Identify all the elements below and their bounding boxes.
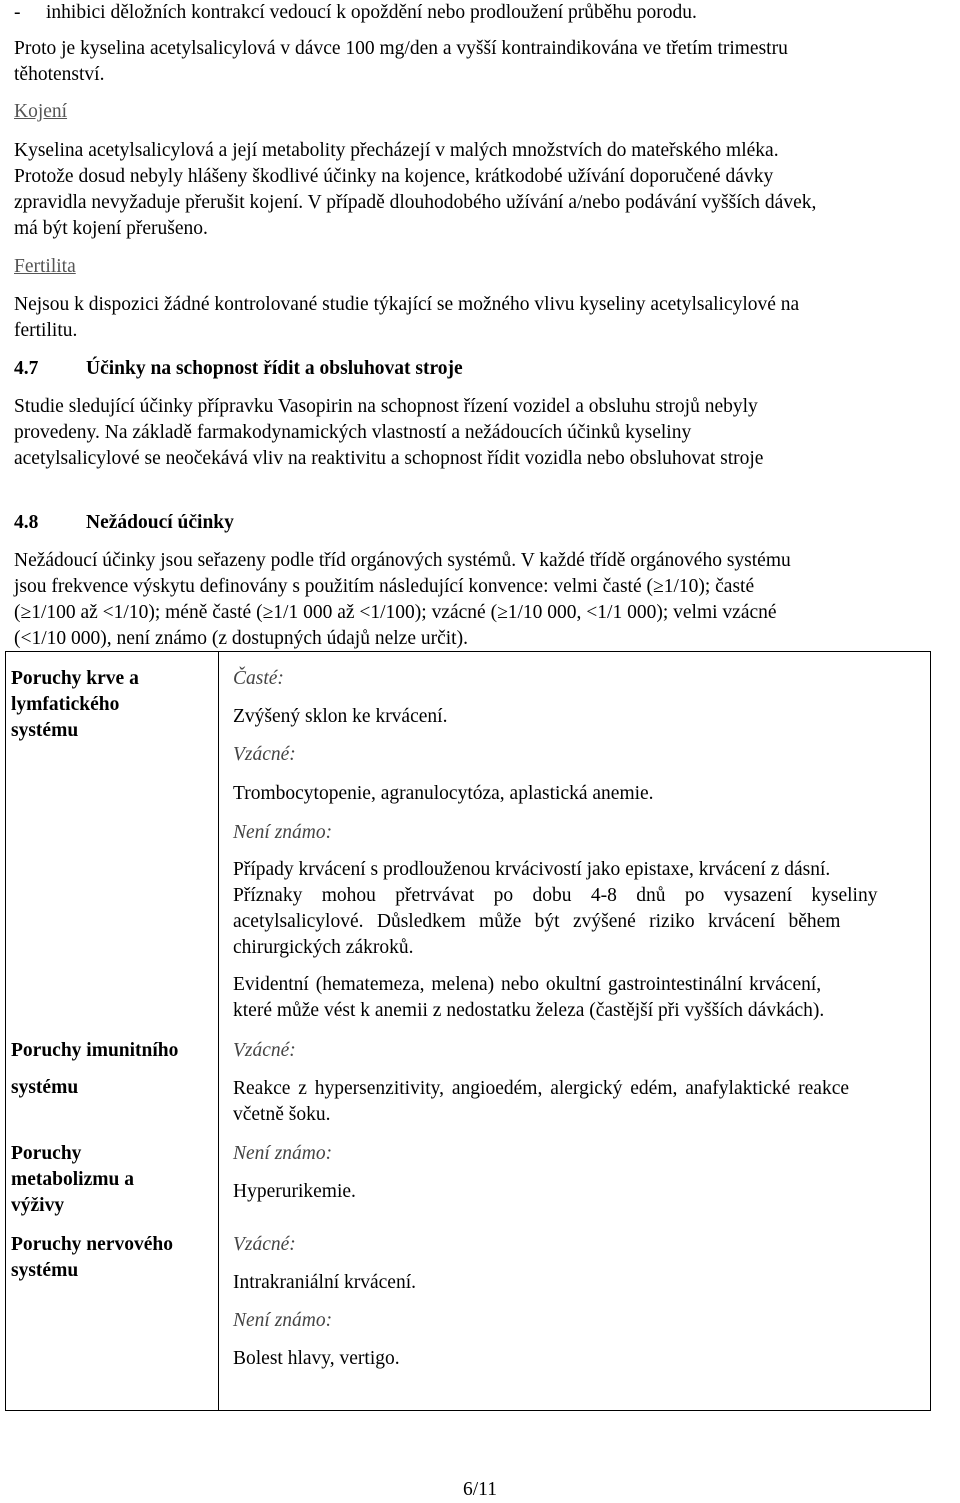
effect-text: Trombocytopenie, agranulocytóza, aplastická anemie.: [233, 783, 654, 804]
effect-text-block: [233, 1076, 943, 1128]
organ-label-line: metabolizmu a: [11, 1169, 134, 1190]
effect-text: Bolest hlavy, vertigo.: [233, 1348, 400, 1369]
kojeni-line1: Kyselina acetylsalicylová a její metabolity přecházejí v malých množstvích do mateřského mléka.: [14, 140, 779, 161]
effect-text-line: Evidentní (hematemeza, melena) nebo okultní gastrointestinální krvácení,: [233, 974, 822, 995]
section-4-7-line1: Studie sledující účinky přípravku Vasopirin na schopnost řízení vozidel a obsluhu strojů nebyly: [14, 396, 758, 417]
organ-label-line: lymfatického: [11, 694, 120, 715]
section-4-8-line1: Nežádoucí účinky jsou seřazeny podle tříd orgánových systémů. V každé třídě orgánového systému: [14, 550, 791, 571]
effect-text-line: včetně šoku.: [233, 1104, 331, 1125]
effect-text-line: Případy krvácení s prodlouženou krvácivostí jako epistaxe, krvácení z dásní.: [233, 859, 831, 880]
organ-label-line: výživy: [11, 1195, 65, 1216]
frequency-label: Není známo:: [233, 1143, 333, 1164]
section-4-7-line2: provedeny. Na základě farmakodynamických vlastností a nežádoucích účinků kyseliny: [14, 422, 692, 443]
section-4-7-line3: acetylsalicylové se neočekává vliv na reaktivitu a schopnost řídit vozidla nebo obsluhovat stroje: [14, 448, 764, 469]
organ-label-line: Poruchy: [11, 1143, 82, 1164]
pregnancy-text-line2: těhotenství.: [14, 64, 105, 85]
fertilita-heading: Fertilita: [14, 256, 76, 277]
effect-text-line-justified: [233, 883, 938, 909]
section-4-8-title: Nežádoucí účinky: [86, 512, 234, 533]
effect-text-line-justified: [233, 909, 938, 935]
section-4-8-heading: [14, 510, 234, 536]
effect-text-line: Reakce z hypersenzitivity, angioedém, alergický edém, anafylaktické reakce: [233, 1078, 850, 1099]
kojeni-heading: Kojení: [14, 101, 68, 122]
organ-class-nervous: [11, 1232, 201, 1284]
section-4-7-number: 4.7: [14, 358, 39, 379]
organ-label-line: Poruchy krve a: [11, 668, 139, 689]
list-dash: -: [14, 2, 21, 23]
frequency-label: Vzácné:: [233, 1040, 296, 1061]
section-4-7-heading: [14, 356, 463, 382]
effect-text: Hyperurikemie.: [233, 1181, 356, 1202]
table-column-divider: [218, 652, 219, 1410]
fertilita-line2: fertilitu.: [14, 320, 78, 341]
section-4-8-line4: (<1/10 000), není známo (z dostupných údajů nelze určit).: [14, 628, 468, 649]
kojeni-line3: zpravidla nevyžaduje přerušit kojení. V případě dlouhodobého užívání a/nebo podávání vyšších dávek,: [14, 192, 817, 213]
effect-text-line: chirurgických zákroků.: [233, 937, 414, 958]
page-number: 6/11: [463, 1479, 497, 1500]
list-item-labor: [14, 0, 697, 26]
organ-label-line: systému: [11, 720, 79, 741]
frequency-label: Časté:: [233, 668, 284, 689]
frequency-label: Není známo:: [233, 1310, 333, 1331]
organ-label-line: systému: [11, 1260, 79, 1281]
frequency-label: Vzácné:: [233, 744, 296, 765]
effect-text: Zvýšený sklon ke krvácení.: [233, 706, 448, 727]
organ-label-line: Poruchy nervového: [11, 1234, 173, 1255]
pregnancy-text-line1: Proto je kyselina acetylsalicylová v dávce 100 mg/den a vyšší kontraindikována ve třetím trimestru: [14, 38, 788, 59]
section-4-8-number: 4.8: [14, 512, 39, 533]
organ-class-immune: [11, 1038, 201, 1101]
kojeni-line4: má být kojení přerušeno.: [14, 218, 208, 239]
frequency-label: Není známo:: [233, 822, 333, 843]
list-item-text: inhibici děložních kontrakcí vedoucí k opoždění nebo prodloužení průběhu porodu.: [46, 2, 697, 23]
kojeni-line2: Protože dosud nebyly hlášeny škodlivé účinky na kojence, krátkodobé užívání doporučené dávky: [14, 166, 774, 187]
organ-class-blood: [11, 666, 201, 744]
section-4-8-line3: (≥1/100 až <1/10); méně časté (≥1/1 000 až <1/100); vzácné (≥1/10 000, <1/1 000); velmi vzácné: [14, 602, 777, 623]
frequency-label: Vzácné:: [233, 1234, 296, 1255]
fertilita-line1: Nejsou k dispozici žádné kontrolované studie týkající se možného vlivu kyseliny acetylsalicylové na: [14, 294, 800, 315]
effect-text-line: Příznaky mohou přetrvávat po dobu 4-8 dnů po vysazení kyseliny: [233, 885, 878, 906]
organ-label-line: Poruchy imunitního: [11, 1040, 179, 1061]
effect-text-line: acetylsalicylové. Důsledkem může být zvýšené riziko krvácení během: [233, 911, 841, 932]
effect-text: Intrakraniální krvácení.: [233, 1272, 416, 1293]
effect-text-line: které může vést k anemii z nedostatku železa (častější při vyšších dávkách).: [233, 1000, 825, 1021]
organ-class-metabolism: [11, 1141, 201, 1219]
effect-text-block: [233, 972, 943, 1024]
organ-label-line: systému: [11, 1077, 79, 1098]
section-4-7-title: Účinky na schopnost řídit a obsluhovat stroje: [86, 358, 463, 379]
effect-text-block: [233, 857, 938, 961]
section-4-8-line2: jsou frekvence výskytu definovány s použitím následující konvence: velmi časté (≥1/10); časté: [14, 576, 755, 597]
